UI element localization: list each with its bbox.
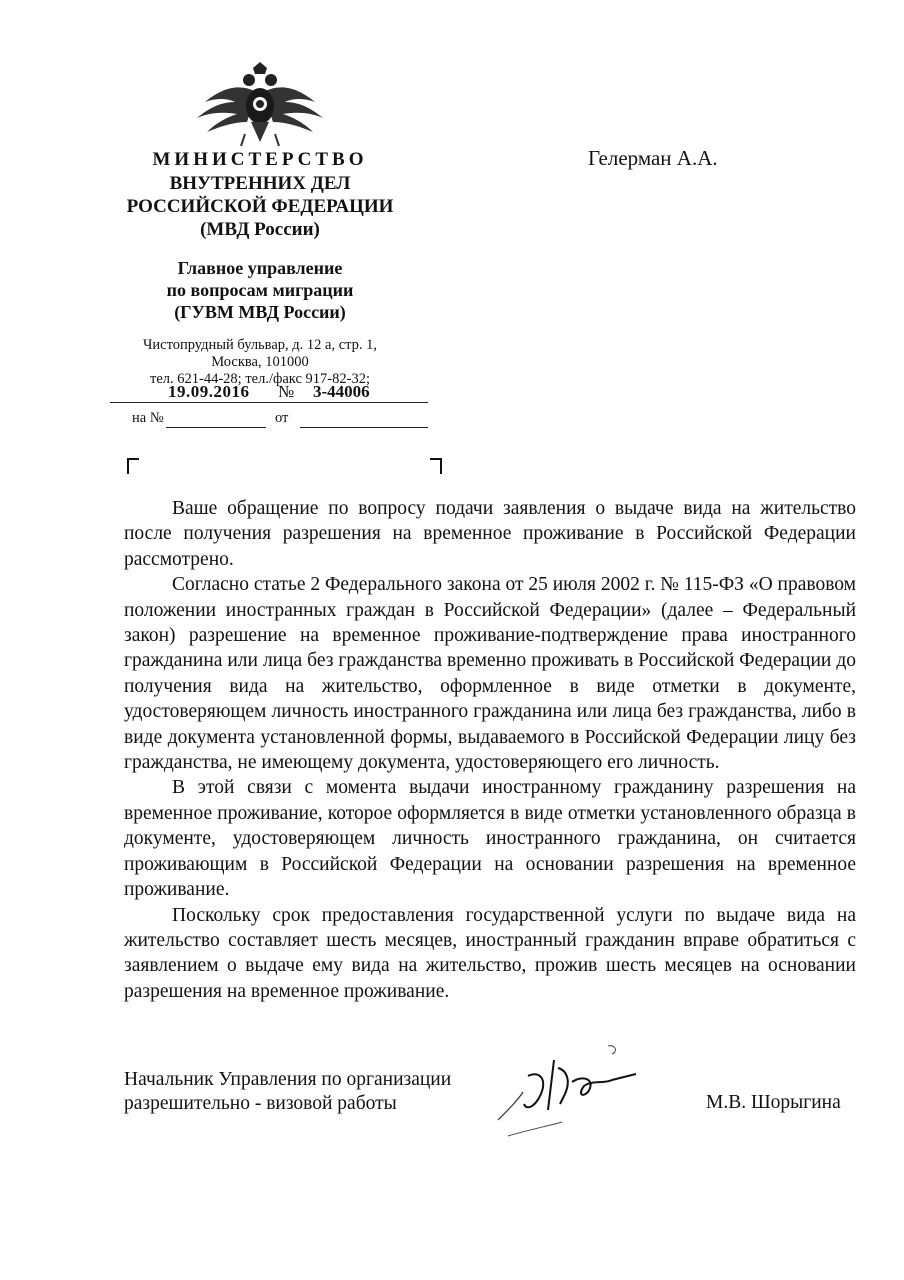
addressee: Гелерман А.А.: [588, 146, 718, 170]
ministry-name-line2: ВНУТРЕННИХ ДЕЛ: [169, 173, 351, 194]
signatory-title-line2: разрешительно - визовой работы: [124, 1093, 397, 1114]
handwritten-signature-icon: [488, 1040, 648, 1140]
address-street: Чистопрудный бульвар, д. 12 а, стр. 1,: [142, 337, 378, 353]
reference-from-label: от: [275, 410, 289, 426]
paragraph: В этой связи с момента выдачи иностранному гражданину разрешения на временное проживание, которое оформляется в виде отметки установленного образца в документе, удостоверяющем личность иностранного гражданина, он считается проживающим в Российской Федерации на основании разрешения на временное проживание.: [124, 777, 856, 901]
address-block: [110, 337, 410, 388]
signatory-title-line1: Начальник Управления по организации: [124, 1069, 452, 1090]
address-phone: тел. 621-44-28; тел./факс 917-82-32;: [150, 371, 370, 387]
reference-label: на №: [132, 410, 164, 426]
reference-number-line: [166, 427, 266, 428]
divider: [110, 402, 428, 403]
paragraph: Поскольку срок предоставления государственной услуги по выдаче вида на жительство составляет шесть месяцев, иностранный гражданин вправе обратиться с заявлением о выдаче ему вида на жительство, прожив шесть месяцев на основании разрешения на временное проживание.: [124, 904, 856, 1002]
address-city: Москва, 101000: [211, 354, 309, 370]
letter-body: [124, 496, 856, 1004]
ministry-name: МИНИСТЕРСТВО: [152, 149, 368, 170]
address-corner-left: [127, 458, 139, 474]
signatory-title: [124, 1068, 451, 1116]
registration-number: 3-44006: [313, 382, 370, 401]
paragraph: Ваше обращение по вопросу подачи заявления о выдаче вида на жительство после получения разрешения на временное проживание в Российской Федерации рассмотрено.: [124, 498, 856, 570]
signatory-name: М.В. Шорыгина: [706, 1092, 841, 1113]
number-sign: №: [278, 382, 295, 401]
address-corner-right: [430, 458, 442, 474]
department-name-line2: по вопросам миграции: [166, 280, 354, 300]
department-name: Главное управление: [177, 258, 343, 278]
ministry-abbrev: (МВД России): [200, 219, 320, 240]
reference-date-line: [300, 427, 428, 428]
ministry-name-line3: РОССИЙСКОЙ ФЕДЕРАЦИИ: [126, 196, 394, 217]
double-headed-eagle-emblem-icon: [185, 62, 335, 150]
letter-date: 19.09.2016: [168, 382, 250, 401]
letterhead: [110, 148, 410, 388]
department-abbrev: (ГУВМ МВД России): [174, 302, 346, 322]
paragraph: Согласно статье 2 Федерального закона от 25 июля 2002 г. № 115-ФЗ «О правовом положении иностранных граждан в Российской Федерации» (далее – Федеральный закон) разрешение на временное проживание-подтверждение права иностранного гражданина или лица без гражданства временно проживать в Российской Федерации до получения вида на жительство, оформленное в виде отметки в документе, удостоверяющем личность иностранного гражданина или лица без гражданства, либо в виде документа установленной формы, выдаваемого в Российской Федерации лицу без гражданства, не имеющему документа, удостоверяющего его личность.: [124, 574, 856, 774]
